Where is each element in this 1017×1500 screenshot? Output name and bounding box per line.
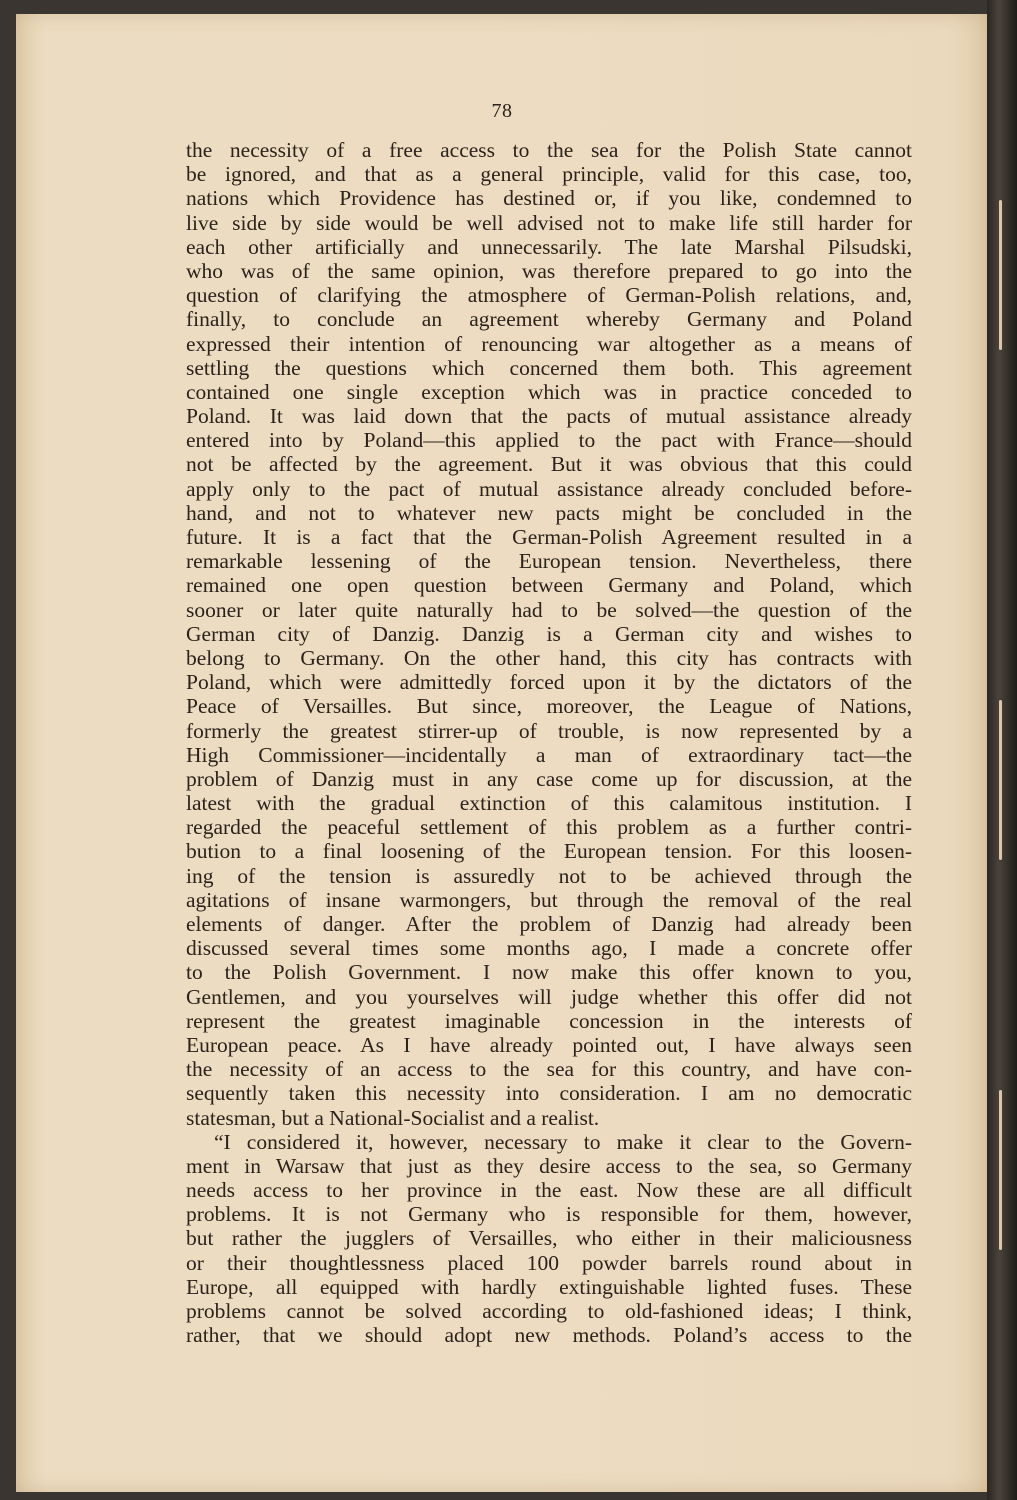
book-binding-edge [987,0,1017,1500]
text-line: Europe, all equipped with hardly extinguishable lighted fuses. These [186,1274,912,1299]
text-line: the necessity of an access to the sea for this country, and have con- [186,1057,912,1082]
text-line: problem of Danzig must in any case come up for discussion, at the [186,766,912,791]
text-line: ment in Warsaw that just as they desire access to the sea, so Germany [186,1153,912,1178]
text-line: regarded the peaceful settlement of this problem as a further contri- [186,815,912,840]
text-line: German city of Danzig. Danzig is a German city and wishes to [186,621,912,646]
text-line: not be affected by the agreement. But it was obvious that this could [186,452,912,477]
text-line: elements of danger. After the problem of Danzig had already been [186,912,912,936]
text-line: each other artificially and unnecessarily. The late Marshal Pilsudski, [186,234,912,259]
binding-thread [999,700,1002,860]
page-number: 78 [491,100,513,122]
text-line: High Commissioner—incidentally a man of extraordinary tact—the [186,742,912,767]
binding-thread [999,1090,1002,1250]
text-line: discussed several times some months ago, I made a concrete offer [186,936,912,961]
text-line: rather, that we should adopt new methods. Poland’s access to the [186,1323,912,1348]
text-line: agitations of insane warmongers, but through the removal of the real [186,887,912,912]
text-line: formerly the greatest stirrer-up of trouble, is now represented by a [186,718,912,743]
text-line: finally, to conclude an agreement whereby Germany and Poland [186,307,912,332]
text-line: sequently taken this necessity into consideration. I am no democratic [186,1081,912,1106]
text-line: hand, and not to whatever new pacts might be concluded in the [186,500,912,525]
text-line: the necessity of a free access to the sea for the Polish State cannot [186,138,912,162]
text-line: question of clarifying the atmosphere of German-Polish relations, and, [186,283,912,308]
text-line: who was of the same opinion, was therefore prepared to go into the [186,258,912,283]
text-line: remarkable lessening of the European tension. Nevertheless, there [186,549,912,574]
text-line: Peace of Versailles. But since, moreover, the League of Nations, [186,694,912,719]
text-line: problems. It is not Germany who is responsible for them, however, [186,1202,912,1227]
text-line: be ignored, and that as a general principle, valid for this case, too, [186,162,912,187]
text-line: future. It is a fact that the German-Polish Agreement resulted in a [186,525,912,549]
text-line: or their thoughtlessness placed 100 powder barrels round about in [186,1250,912,1275]
text-line: to the Polish Government. I now make this offer known to you, [186,960,912,985]
text-line: Gentlemen, and you yourselves will judge whether this offer did not [186,984,912,1009]
body-text [186,138,912,1347]
text-line: bution to a final loosening of the European tension. For this loosen- [186,839,912,864]
text-line: settling the questions which concerned them both. This agreement [186,355,912,380]
text-line: represent the greatest imaginable concession in the interests of [186,1008,912,1033]
text-line: ing of the tension is assuredly not to be achieved through the [186,863,912,888]
text-line: sooner or later quite naturally had to be solved—the question of the [186,597,912,622]
text-line: Poland, which were admittedly forced upon it by the dictators of the [186,670,912,695]
text-line: expressed their intention of renouncing war altogether as a means of [186,331,912,356]
text-line: entered into by Poland—this applied to the pact with France—should [186,428,912,453]
text-line: live side by side would be well advised not to make life still harder for [186,210,912,235]
text-line: contained one single exception which was in practice conceded to [186,379,912,404]
book-page [16,14,988,1492]
text-line: nations which Providence has destined or, if you like, condemned to [186,186,912,211]
paragraph-start-line: “I considered it, however, necessary to make it clear to the Govern- [214,1129,912,1154]
binding-thread [999,200,1002,350]
text-line: needs access to her province in the east. Now these are all difficult [186,1178,912,1203]
text-line: problems cannot be solved according to old-fashioned ideas; I think, [186,1299,912,1323]
text-line: Poland. It was laid down that the pacts of mutual assistance already [186,404,912,429]
text-line: European peace. As I have already pointed out, I have always seen [186,1032,912,1057]
text-line: apply only to the pact of mutual assistance already concluded before- [186,476,912,501]
text-line: latest with the gradual extinction of this calamitous institution. I [186,791,912,816]
text-line: remained one open question between Germany and Poland, which [186,573,912,598]
text-line: but rather the jugglers of Versailles, who either in their maliciousness [186,1226,912,1251]
text-line: belong to Germany. On the other hand, this city has contracts with [186,645,912,670]
paragraph-end-line: statesman, but a National-Socialist and a realist. [186,1105,600,1130]
